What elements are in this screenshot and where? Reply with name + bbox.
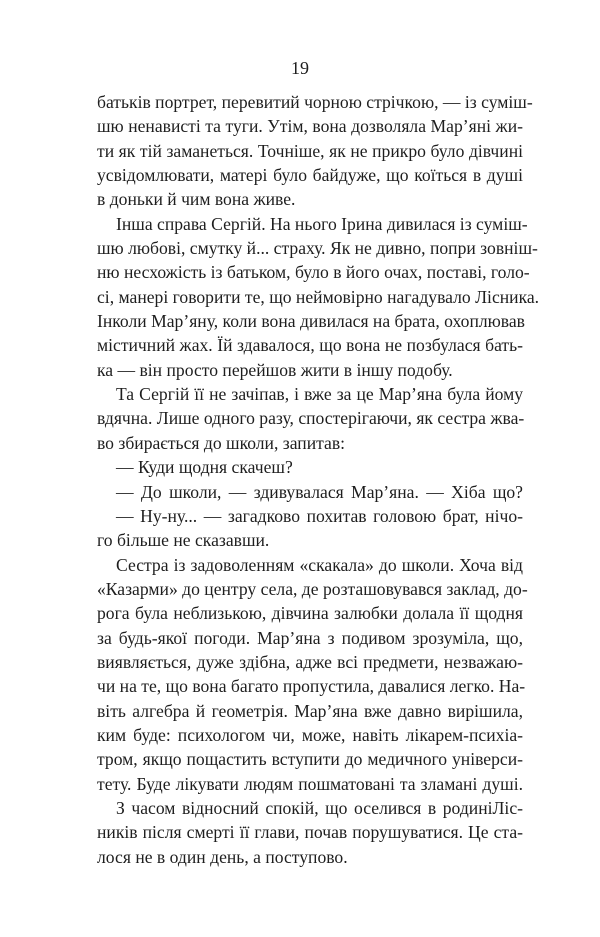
text-line: ка — він просто перейшов жити в іншу подобу. (97, 359, 453, 380)
text-line: З часом відносний спокій, що оселився в родиніЛіс- (116, 797, 523, 818)
text-line: Інша справа Сергій. На нього Ірина дивилася із суміш- (116, 213, 528, 234)
text-line: Сестра із задоволенням «скакала» до школи. Хоча від (116, 554, 523, 575)
text-line: — Куди щодня скачеш? (116, 457, 293, 478)
text-line: «Казарми» до центру села, де розташовувався заклад, до- (97, 578, 528, 599)
text-line: Та Сергій її не зачіпав, і вже за це Мар’яна була йому (116, 384, 523, 405)
text-line: — До школи, — здивувалася Мар’яна. — Хіба що? (116, 481, 523, 502)
text-line: вдячна. Лише одного разу, спостерігаючи, як сестра жва- (97, 408, 525, 429)
text-line: тром, якщо пощастить вступити до медичного універси- (97, 749, 523, 770)
text-line: містичний жах. Їй здавалося, що вона не позбулася бать- (97, 335, 523, 356)
text-line: чи на те, що вона багато пропустила, давалися легко. На- (97, 676, 526, 697)
text-line: тету. Буде лікувати людям пошматовані та зламані душі. (97, 773, 523, 794)
text-line: усвідомлювати, матері було байдуже, що коїться в душі (97, 165, 523, 186)
text-line: лося не в один день, а поступово. (97, 846, 348, 867)
text-line: за будь-якої погоди. Мар’яна з подивом зрозуміла, що, (97, 627, 523, 648)
text-body (97, 90, 540, 869)
text-line: го більше не сказавши. (97, 530, 270, 551)
text-line: — Ну-ну... — загадково похитав головою брат, нічо- (116, 505, 523, 526)
text-line: рога була неблизькою, дівчина залюбки долала її щодня (97, 603, 523, 624)
text-line: виявляється, дуже здібна, адже всі предмети, незважаю- (97, 651, 523, 672)
text-line: батьків портрет, перевитий чорною стрічкою, — із суміш- (97, 92, 533, 112)
text-line: ким буде: психологом чи, може, навіть лікарем-психіа- (97, 724, 523, 745)
text-line: в доньки й чим вона живе. (97, 189, 296, 210)
text-line: во збирається до школи, запитав: (97, 432, 346, 453)
text-line: ню несхожість із батьком, було в його очах, поставі, голо- (97, 262, 530, 283)
text-line: ників після смерті її глави, почав порушуватися. Це ста- (97, 822, 523, 843)
text-line: ти як тій заманеться. Точніше, як не прикро було дівчині (97, 140, 523, 161)
text-line: шю ненависті та туги. Утім, вона дозволяла Мар’яні жи- (97, 116, 523, 137)
text-line: Інколи Мар’яну, коли вона дивилася на брата, охоплював (97, 311, 525, 332)
text-line: шю любові, смутку й... страху. Як не дивно, попри зовніш- (97, 238, 538, 259)
page-number: 19 (291, 58, 309, 78)
text-line: віть алгебра й геометрія. Мар’яна вже давно вирішила, (97, 700, 523, 721)
text-line: сі, манері говорити те, що неймовірно нагадувало Лісника. (97, 286, 540, 307)
